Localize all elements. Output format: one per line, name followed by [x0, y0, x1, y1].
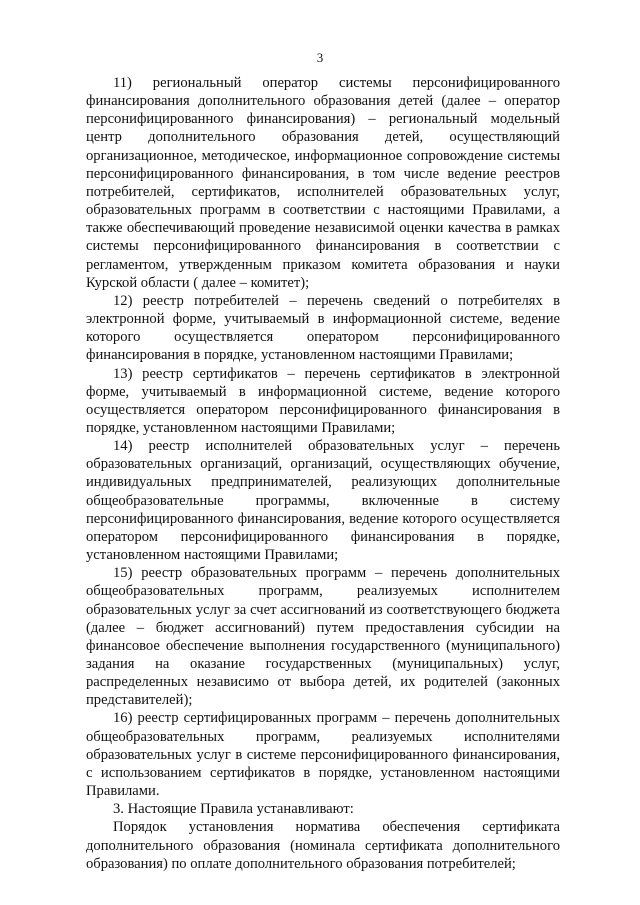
- paragraph-certificate-norm: Порядок установления норматива обеспечения сертификата дополнительного образования (номинала сертификата дополнительного образования) по оплате дополнительного образования потребителей;: [86, 819, 560, 872]
- paragraph-item-12: 12) реестр потребителей – перечень сведений о потребителях в электронной форме, учитываемый в информационной системе, ведение которого осуществляется оператором персонифицированного финансирования в порядке, установленном настоящими Правилами;: [86, 292, 560, 364]
- document-body: [86, 74, 560, 873]
- paragraph-item-11: 11) региональный оператор системы персонифицированного финансирования дополнительного образования детей (далее – оператор персонифицированного финансирования) – региональный модельный центр дополнительного образования детей, осуществляющий организационное, методическое, информационное сопровождение системы персонифицированного финансирования, в том числе ведение реестров потребителей, сертификатов, исполнителей образовательных услуг, образовательных программ в соответствии с настоящими Правилами, а также обеспечивающий проведение независимой оценки качества в рамках системы персонифицированного финансирования в соответствии с регламентом, утвержденным приказом комитета образования и науки Курской области ( далее – комитет);: [86, 75, 560, 291]
- paragraph-item-13: 13) реестр сертификатов – перечень сертификатов в электронной форме, учитываемый в информационной системе, ведение которого осуществляется оператором персонифицированного финансирования в порядке, установленном настоящими Правилами;: [86, 365, 560, 436]
- paragraph-item-15: 15) реестр образовательных программ – перечень дополнительных общеобразовательных программ, реализуемых исполнителем образовательных услуг за счет ассигнований из соответствующего бюджета (далее – бюджет ассигнований) путем предоставления субсидии на финансовое обеспечение выполнения государственного (муниципального) задания на оказание государственных (муниципальных) услуг, распределенных независимо от выбора детей, их родителей (законных представителей);: [86, 565, 560, 709]
- paragraph-item-14: 14) реестр исполнителей образовательных услуг – перечень образовательных организаций, организаций, осуществляющих обучение, индивидуальных предпринимателей, реализующих дополнительные общеобразовательные программы, включенные в систему персонифицированного финансирования, ведение которого осуществляется оператором персонифицированного финансирования в порядке, установленном настоящими Правилами;: [86, 438, 560, 564]
- paragraph-item-16: 16) реестр сертифицированных программ – перечень дополнительных общеобразовательных программ, реализуемых исполнителями образовательных услуг в системе персонифицированного финансирования, с использованием сертификатов в порядке, установленном настоящими Правилами.: [86, 710, 560, 800]
- page-number: 3: [316, 50, 324, 65]
- paragraph-section-3: 3. Настоящие Правила устанавливают:: [113, 801, 354, 818]
